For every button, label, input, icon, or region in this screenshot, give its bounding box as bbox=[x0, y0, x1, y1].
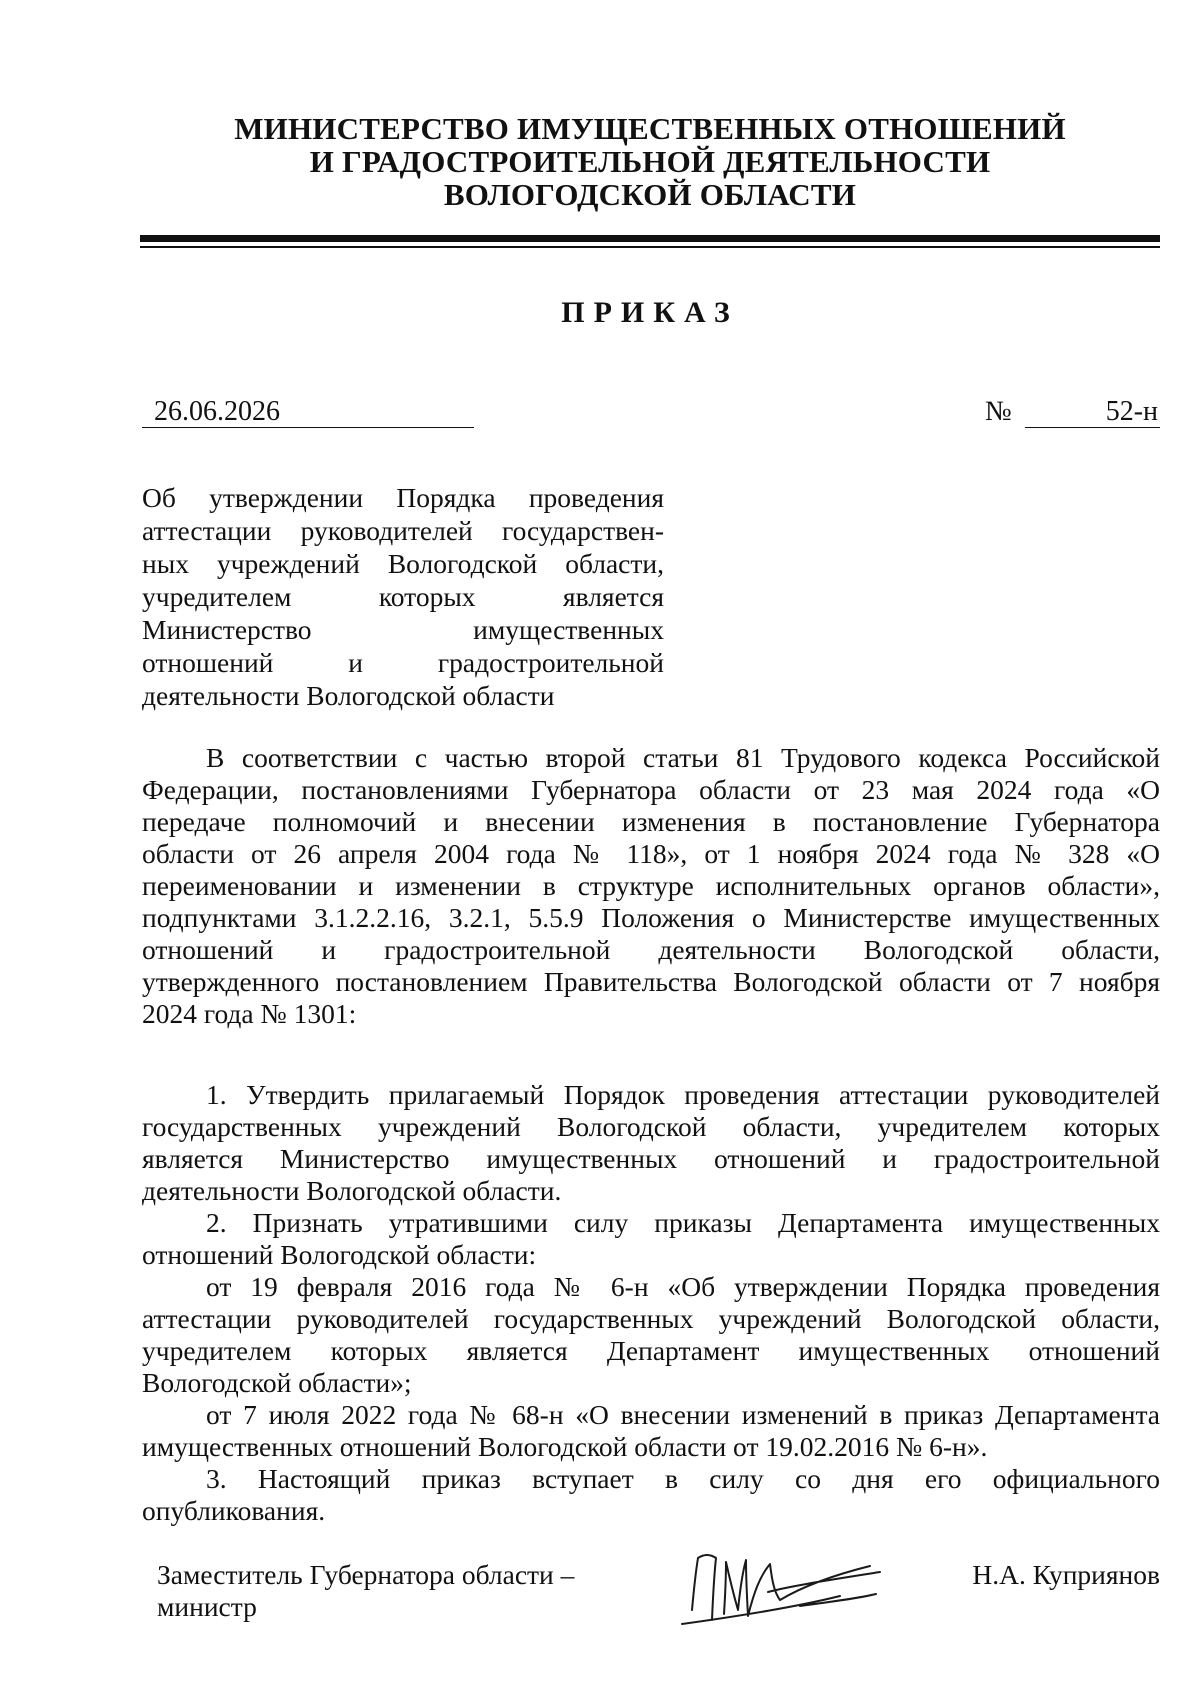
item-3 bbox=[142, 1463, 1160, 1527]
subject-line: деятельности Вологодской области bbox=[142, 680, 555, 711]
item-line: от 19 февраля 2016 года № 6-н «Об утверждении Порядка проведения bbox=[206, 1271, 1160, 1302]
number-sign: № bbox=[985, 396, 1012, 427]
header-line-3: ВОЛОГОДСКОЙ ОБЛАСТИ bbox=[443, 177, 857, 212]
handwritten-signature bbox=[680, 1540, 910, 1630]
document-date: 26.06.2026 bbox=[142, 397, 474, 428]
order-items bbox=[142, 1079, 1160, 1527]
document-subject bbox=[142, 481, 664, 712]
item-line: аттестации руководителей государственных учреждений Вологодской области, bbox=[142, 1303, 1160, 1334]
preamble-line: 2024 года № 1301: bbox=[142, 998, 357, 1029]
signatory-position bbox=[157, 1559, 574, 1623]
preamble-line: отношений и градостроительной деятельности Вологодской области, bbox=[142, 934, 1160, 965]
header-line-2: И ГРАДОСТРОИТЕЛЬНОЙ ДЕЯТЕЛЬНОСТИ bbox=[309, 144, 991, 179]
item-line: учредителем которых является Департамент имущественных отношений bbox=[142, 1335, 1160, 1366]
item-line: является Министерство имущественных отношений и градостроительной bbox=[142, 1143, 1160, 1174]
item-1 bbox=[142, 1079, 1160, 1207]
item-line: 2. Признать утратившими силу приказы Департамента имущественных bbox=[206, 1207, 1160, 1238]
document-number: 52-н bbox=[1025, 397, 1160, 428]
signatory-name: Н.А. Куприянов bbox=[972, 1559, 1160, 1590]
ministry-header bbox=[140, 112, 1160, 211]
item-line: опубликования. bbox=[142, 1495, 326, 1526]
item-line: деятельности Вологодской области. bbox=[142, 1175, 562, 1206]
header-line-1: МИНИСТЕРСТВО ИМУЩЕСТВЕННЫХ ОТНОШЕНИЙ bbox=[234, 111, 1066, 146]
subject-line: учредителем которых является bbox=[142, 581, 664, 612]
preamble-line: передаче полномочий и внесении изменения в постановление Губернатора bbox=[142, 806, 1160, 837]
preamble-line: Федерации, постановлениями Губернатора области от 23 мая 2024 года «О bbox=[142, 774, 1160, 805]
preamble-paragraph bbox=[142, 742, 1160, 1030]
item-line: государственных учреждений Вологодской области, учредителем которых bbox=[142, 1111, 1160, 1142]
preamble-line: области от 26 апреля 2004 года № 118», от 1 ноября 2024 года № 328 «О bbox=[142, 838, 1160, 869]
item-line: 3. Настоящий приказ вступает в силу со дня его официального bbox=[206, 1463, 1160, 1494]
preamble-line: утвержденного постановлением Правительства Вологодской области от 7 ноября bbox=[142, 966, 1160, 997]
item-2-subitem-b bbox=[142, 1399, 1160, 1463]
subject-line: аттестации руководителей государствен- bbox=[142, 515, 664, 546]
preamble-line: переименовании и изменении в структуре исполнительных органов области», bbox=[142, 870, 1160, 901]
subject-line: отношений и градостроительной bbox=[142, 647, 664, 678]
preamble-line: В соответствии с частью второй статьи 81 Трудового кодекса Российской bbox=[206, 742, 1160, 773]
signatory-position-line-1: Заместитель Губернатора области – bbox=[157, 1559, 575, 1590]
subject-line: ных учреждений Вологодской области, bbox=[142, 548, 664, 579]
subject-line: Об утверждении Порядка проведения bbox=[142, 482, 664, 513]
item-line: Вологодской области»; bbox=[142, 1367, 412, 1398]
signatory-position-line-2: министр bbox=[157, 1591, 257, 1622]
item-line: 1. Утвердить прилагаемый Порядок проведения аттестации руководителей bbox=[206, 1079, 1160, 1110]
header-divider-thick bbox=[140, 235, 1160, 242]
document-type-title: ПРИКАЗ bbox=[561, 296, 739, 329]
item-2 bbox=[142, 1207, 1160, 1271]
preamble-line: подпунктами 3.1.2.2.16, 3.2.1, 5.5.9 Положения о Министерстве имущественных bbox=[142, 902, 1160, 933]
header-divider-thin bbox=[140, 246, 1160, 248]
item-2-subitem-a bbox=[142, 1271, 1160, 1399]
item-line: имущественных отношений Вологодской области от 19.02.2016 № 6-н». bbox=[142, 1431, 988, 1462]
item-line: отношений Вологодской области: bbox=[142, 1239, 537, 1270]
item-line: от 7 июля 2022 года № 68-н «О внесении изменений в приказ Департамента bbox=[206, 1399, 1160, 1430]
subject-line: Министерство имущественных bbox=[142, 614, 664, 645]
